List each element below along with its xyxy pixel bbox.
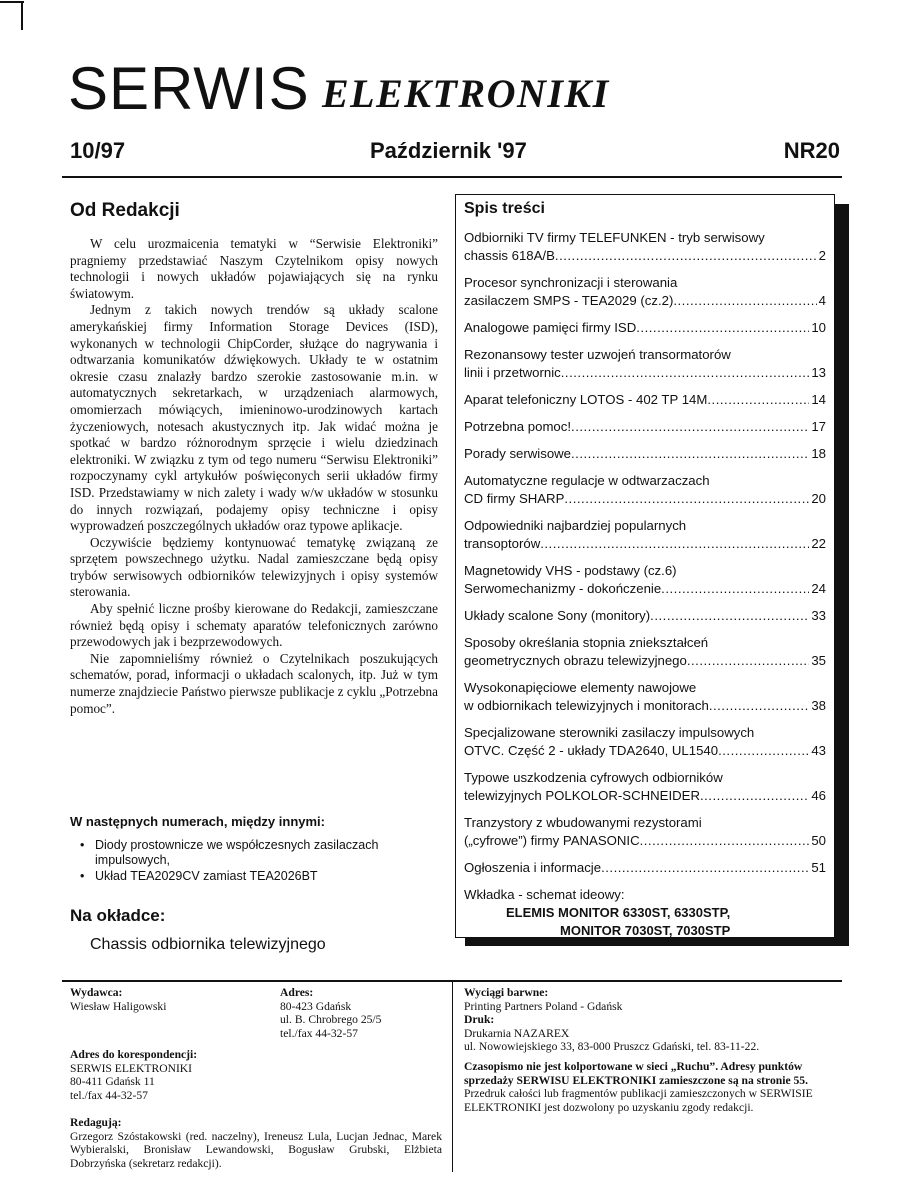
editorial-body [70,236,438,717]
toc-entry-line [464,274,826,292]
editorial-paragraph: Nie zapomnieliśmy również o Czytelnikach poszukujących schematów, porad, informacji o układach scalonych, itp. Już w tym numerze znajdziecie Państwo pierwsze publikacje z cyklu „Potrzebna pomoc”. [70,650,438,716]
editorial-paragraph: Jednym z takich nowych trendów są układy scalone amerykańskiej firmy Information Storage Devices (ISD), wykonanych w technologii ChipCorder, służące do nagrywania i odtwarzania komunikatów dźwiękowych. Układy te w ostatnim okresie czasu znalazły bardzo szerokie zastosowanie m.in. w automatycznych sekretarkach, w urządzeniach alarmowych, omomierzach mówiących, imieninowo-urodzinowych kartach życzeniowych, notesach akustycznych itp. Jak widać można je spotkać w bardzo różnorodnym sprzęcie i wielu dziedzinach elektroniki. W związku z tym od tego numeru “Serwisu Elektroniki” rozpoczynamy cykl artykułów poświęconych serii układów firmy ISD. Przedstawiamy w nich zalety i wady w/w układów w stosunku do innych rozwiązań, podajemy opisy techniczne i opisy wyprowadzeń poszczególnych układów oraz typowe aplikacje. [70,302,438,534]
toc-entry-line [464,697,826,715]
toc-dot-leader [601,859,809,877]
cover-text: Chassis odbiornika telewizyjnego [90,936,326,953]
toc-entry [464,634,826,670]
toc-page-number: 10 [811,320,826,335]
toc-entry [464,472,826,508]
toc-page-number: 46 [811,788,826,803]
toc-entry-line [464,364,826,382]
toc-list [464,229,826,940]
toc-entry [464,319,826,337]
toc-entry-line [464,832,826,850]
toc-entry-title: zasilaczem SMPS - TEA2029 (cz.2) [464,293,674,308]
toc-entry [464,769,826,805]
editorial-paragraph: W celu urozmaicenia tematyki w “Serwisie Elektroniki” pragniemy przedstawiać Naszym Czytelnikom opisy nowych technologii i nowych układów pojawiających się na rynku światowym. [70,236,438,301]
toc-entry-title: Wysokonapięciowe elementy nawojowe [464,680,697,695]
toc-dot-leader [636,319,809,337]
correspondence-block [70,1048,197,1102]
toc-page-number: 2 [818,248,826,263]
toc-entry-title: w odbiornikach telewizyjnych i monitorach [464,698,709,713]
toc-entry-title: Odbiorniki TV firmy TELEFUNKEN - tryb serwisowy [464,230,765,245]
color-separation-label: Wyciągi barwne: [464,986,549,999]
editors-text: Grzegorz Szóstakowski (red. naczelny), Ireneusz Lula, Lucjan Jednac, Marek Wybieralski, Bronisław Lewandowski, Bogusław Grubski, Elżbieta Dobrzyńska (sekretarz redakcji). [70,1129,442,1170]
toc-page-number: 14 [811,392,826,407]
toc-entry-line [464,859,826,877]
toc-entry-title: Serwomechanizmy - dokończenie [464,581,662,596]
editorial-paragraph: Aby spełnić liczne prośby kierowane do Redakcji, zamieszczane również będą opisy i schematy aparatów telefonicznych zarówno przewodowych jak i bezprzewodowych. [70,601,438,650]
toc-entry-title: Odpowiedniki najbardziej popularnych [464,518,687,533]
toc-entry-title: Układy scalone Sony (monitory) [464,608,651,623]
toc-entry-line [464,229,826,247]
next-issues-heading: W następnych numerach, między innymi: [70,814,325,829]
toc-entry-line [464,346,826,364]
toc-entry-title: Analogowe pamięci firmy ISD [464,320,637,335]
toc-page-number: 35 [811,653,826,668]
correspondence-line: SERWIS ELEKTRONIKI [70,1061,193,1075]
toc-entry-title: CD firmy SHARP [464,491,565,506]
toc-entry [464,814,826,850]
toc-entry [464,562,826,598]
toc-entry-line [464,292,826,310]
toc-dot-leader [640,832,810,850]
toc-entry [464,274,826,310]
toc-entry-title: Tranzystory z wbudowanymi rezystorami [464,815,702,830]
address-line: ul. B. Chrobrego 25/5 [280,1013,382,1027]
toc-dot-leader [571,445,809,463]
toc-entry-title: Specjalizowane sterowniki zasilaczy impulsowych [464,725,755,740]
toc-entry-line [464,580,826,598]
toc-entry-title: Aparat telefoniczny LOTOS - 402 TP 14M [464,392,708,407]
toc-dot-leader [661,580,809,598]
toc-page-number: 24 [811,581,826,596]
toc-entry-title: Magnetowidy VHS - podstawy (cz.6) [464,563,677,578]
toc-entry-title: Automatyczne regulacje w odtwarzaczach [464,473,710,488]
toc-entry [464,859,826,877]
toc-entry-title: Procesor synchronizacji i sterowania [464,275,678,290]
toc-dot-leader [555,247,817,265]
toc-entry-title: Rezonansowy tester uzwojeń transormatorów [464,347,731,362]
table-of-contents [455,194,835,938]
editorial-paragraph: Oczywiście będziemy kontynuować tematykę związaną ze sprzętem powszechnego użytku. Nadal zamieszczane będą opisy trybów serwisowych odbiorników telewizyjnych i opisy systemów sterowania. [70,534,438,600]
masthead-subtitle: ELEKTRONIKI [322,71,610,116]
correspondence-label: Adres do korespondencji: [70,1048,198,1061]
toc-entry-title: chassis 618A/B [464,248,555,263]
toc-dot-leader [540,535,809,553]
toc-entry-title: Porady serwisowe [464,446,572,461]
toc-entry-line [464,679,826,697]
toc-entry-line [464,319,826,337]
address-line: tel./fax 44-32-57 [280,1026,358,1040]
masthead-title: SERWIS [68,55,310,122]
toc-entry-title: linii i przetwornic [464,365,561,380]
footer-column-divider [452,982,453,1172]
toc-entry-title: telewizyjnych POLKOLOR-SCHNEIDER [464,788,700,803]
toc-page-number: 51 [811,860,826,875]
toc-dot-leader [650,607,809,625]
toc-entry-line [464,445,826,463]
distribution-notice: Czasopismo nie jest kolportowane w sieci „Ruchu”. Adresy punktów sprzedaży SERWISU ELEKTRONIKI zamieszczone są na stronie 55. [464,1059,808,1087]
toc-entry-line [464,535,826,553]
toc-entry-line [464,247,826,265]
editorial-heading: Od Redakcji [70,200,180,221]
next-issues-item: • Diody prostownicze we współczesnych zasilaczach impulsowych, [80,838,440,868]
toc-page-number: 4 [818,293,826,308]
toc-entry-line [464,769,826,787]
toc-dot-leader [561,364,810,382]
toc-entry-line [464,472,826,490]
toc-entry-line [464,391,826,409]
toc-entry-title: OTVC. Część 2 - układy TDA2640, UL1540 [464,743,719,758]
address-line: 80-423 Gdańsk [280,999,352,1013]
toc-dot-leader [564,490,809,508]
toc-entry [464,445,826,463]
editors-block [70,1116,442,1170]
toc-insert-label: Wkładka - schemat ideowy: [464,887,625,902]
toc-page-number: 13 [811,365,826,380]
toc-entry-line [464,562,826,580]
toc-entry [464,607,826,625]
toc-entry [464,391,826,409]
toc-entry-line [464,607,826,625]
toc-entry-title: geometrycznych obrazu telewizyjnego [464,653,687,668]
toc-entry [464,229,826,265]
address-label: Adres: [280,986,314,999]
toc-page-number: 18 [811,446,826,461]
toc-entry [464,679,826,715]
toc-entry-title: Potrzebna pomoc! [464,419,572,434]
printing-block [464,986,842,1114]
toc-entry-line [464,634,826,652]
toc-entry-line [464,742,826,760]
scan-corner-mark [0,0,26,32]
address-block [280,986,381,1040]
issue-month: Październik '97 [370,138,527,163]
toc-insert [464,886,826,940]
next-issues-list [80,838,440,885]
toc-dot-leader [571,418,809,436]
toc-page-number: 50 [811,833,826,848]
editors-label: Redagują: [70,1116,122,1129]
publisher-block [70,986,166,1013]
toc-page-number: 43 [811,743,826,758]
toc-entry-line [464,490,826,508]
issue-number: 10/97 [70,138,126,163]
toc-entry-title: Typowe uszkodzenia cyfrowych odbiorników [464,770,723,785]
toc-insert-model: ELEMIS MONITOR 6330ST, 6330STP, [506,905,731,920]
toc-entry [464,418,826,436]
issue-nr: NR20 [783,138,840,163]
toc-entry [464,346,826,382]
toc-heading: Spis treści [464,200,545,217]
print-label: Druk: [464,1013,495,1027]
toc-entry-line [464,418,826,436]
print-line: ul. Nowowiejskiego 33, 83-000 Pruszcz Gdański, tel. 83-11-22. [464,1040,760,1054]
toc-entry-line [464,652,826,670]
toc-dot-leader [687,652,809,670]
publisher-label: Wydawca: [70,986,123,999]
toc-dot-leader [700,787,809,805]
toc-entry [464,517,826,553]
toc-entry-title: transoptorów [464,536,541,551]
correspondence-line: 80-411 Gdańsk 11 [70,1075,155,1089]
cover-heading: Na okładce: [70,906,166,925]
print-line: Drukarnia NAZAREX [464,1026,570,1040]
correspondence-line: tel./fax 44-32-57 [70,1088,148,1102]
issue-row [70,138,840,168]
toc-page-number: 20 [811,491,826,506]
toc-entry-line [464,814,826,832]
toc-insert-model: MONITOR 7030ST, 7030STP [560,923,731,938]
toc-entry-title: Sposoby określania stopnia zniekształceń [464,635,709,650]
toc-page-number: 38 [811,698,826,713]
toc-dot-leader [707,391,809,409]
toc-entry-line [464,787,826,805]
toc-entry-title: Ogłoszenia i informacje [464,860,602,875]
top-divider [62,176,842,178]
toc-dot-leader [673,292,816,310]
next-issues-item: • Układ TEA2029CV zamiast TEA2026BT [80,869,440,884]
toc-dot-leader [718,742,809,760]
color-separation-text: Printing Partners Poland - Gdańsk [464,999,623,1013]
reprint-notice: Przedruk całości lub fragmentów publikacji zamieszczonych w SERWISIE ELEKTRONIKI jest dozwolony po uzyskaniu zgody redakcji. [464,1087,813,1114]
toc-shadow [835,204,849,946]
publisher-name: Wiesław Haligowski [70,999,167,1013]
toc-page-number: 17 [811,419,826,434]
toc-dot-leader [709,697,810,715]
toc-page-number: 33 [811,608,826,623]
toc-page-number: 22 [811,536,826,551]
toc-entry-line [464,517,826,535]
toc-entry-title: („cyfrowe”) firmy PANASONIC [464,833,640,848]
toc-entry-line [464,724,826,742]
toc-entry [464,724,826,760]
